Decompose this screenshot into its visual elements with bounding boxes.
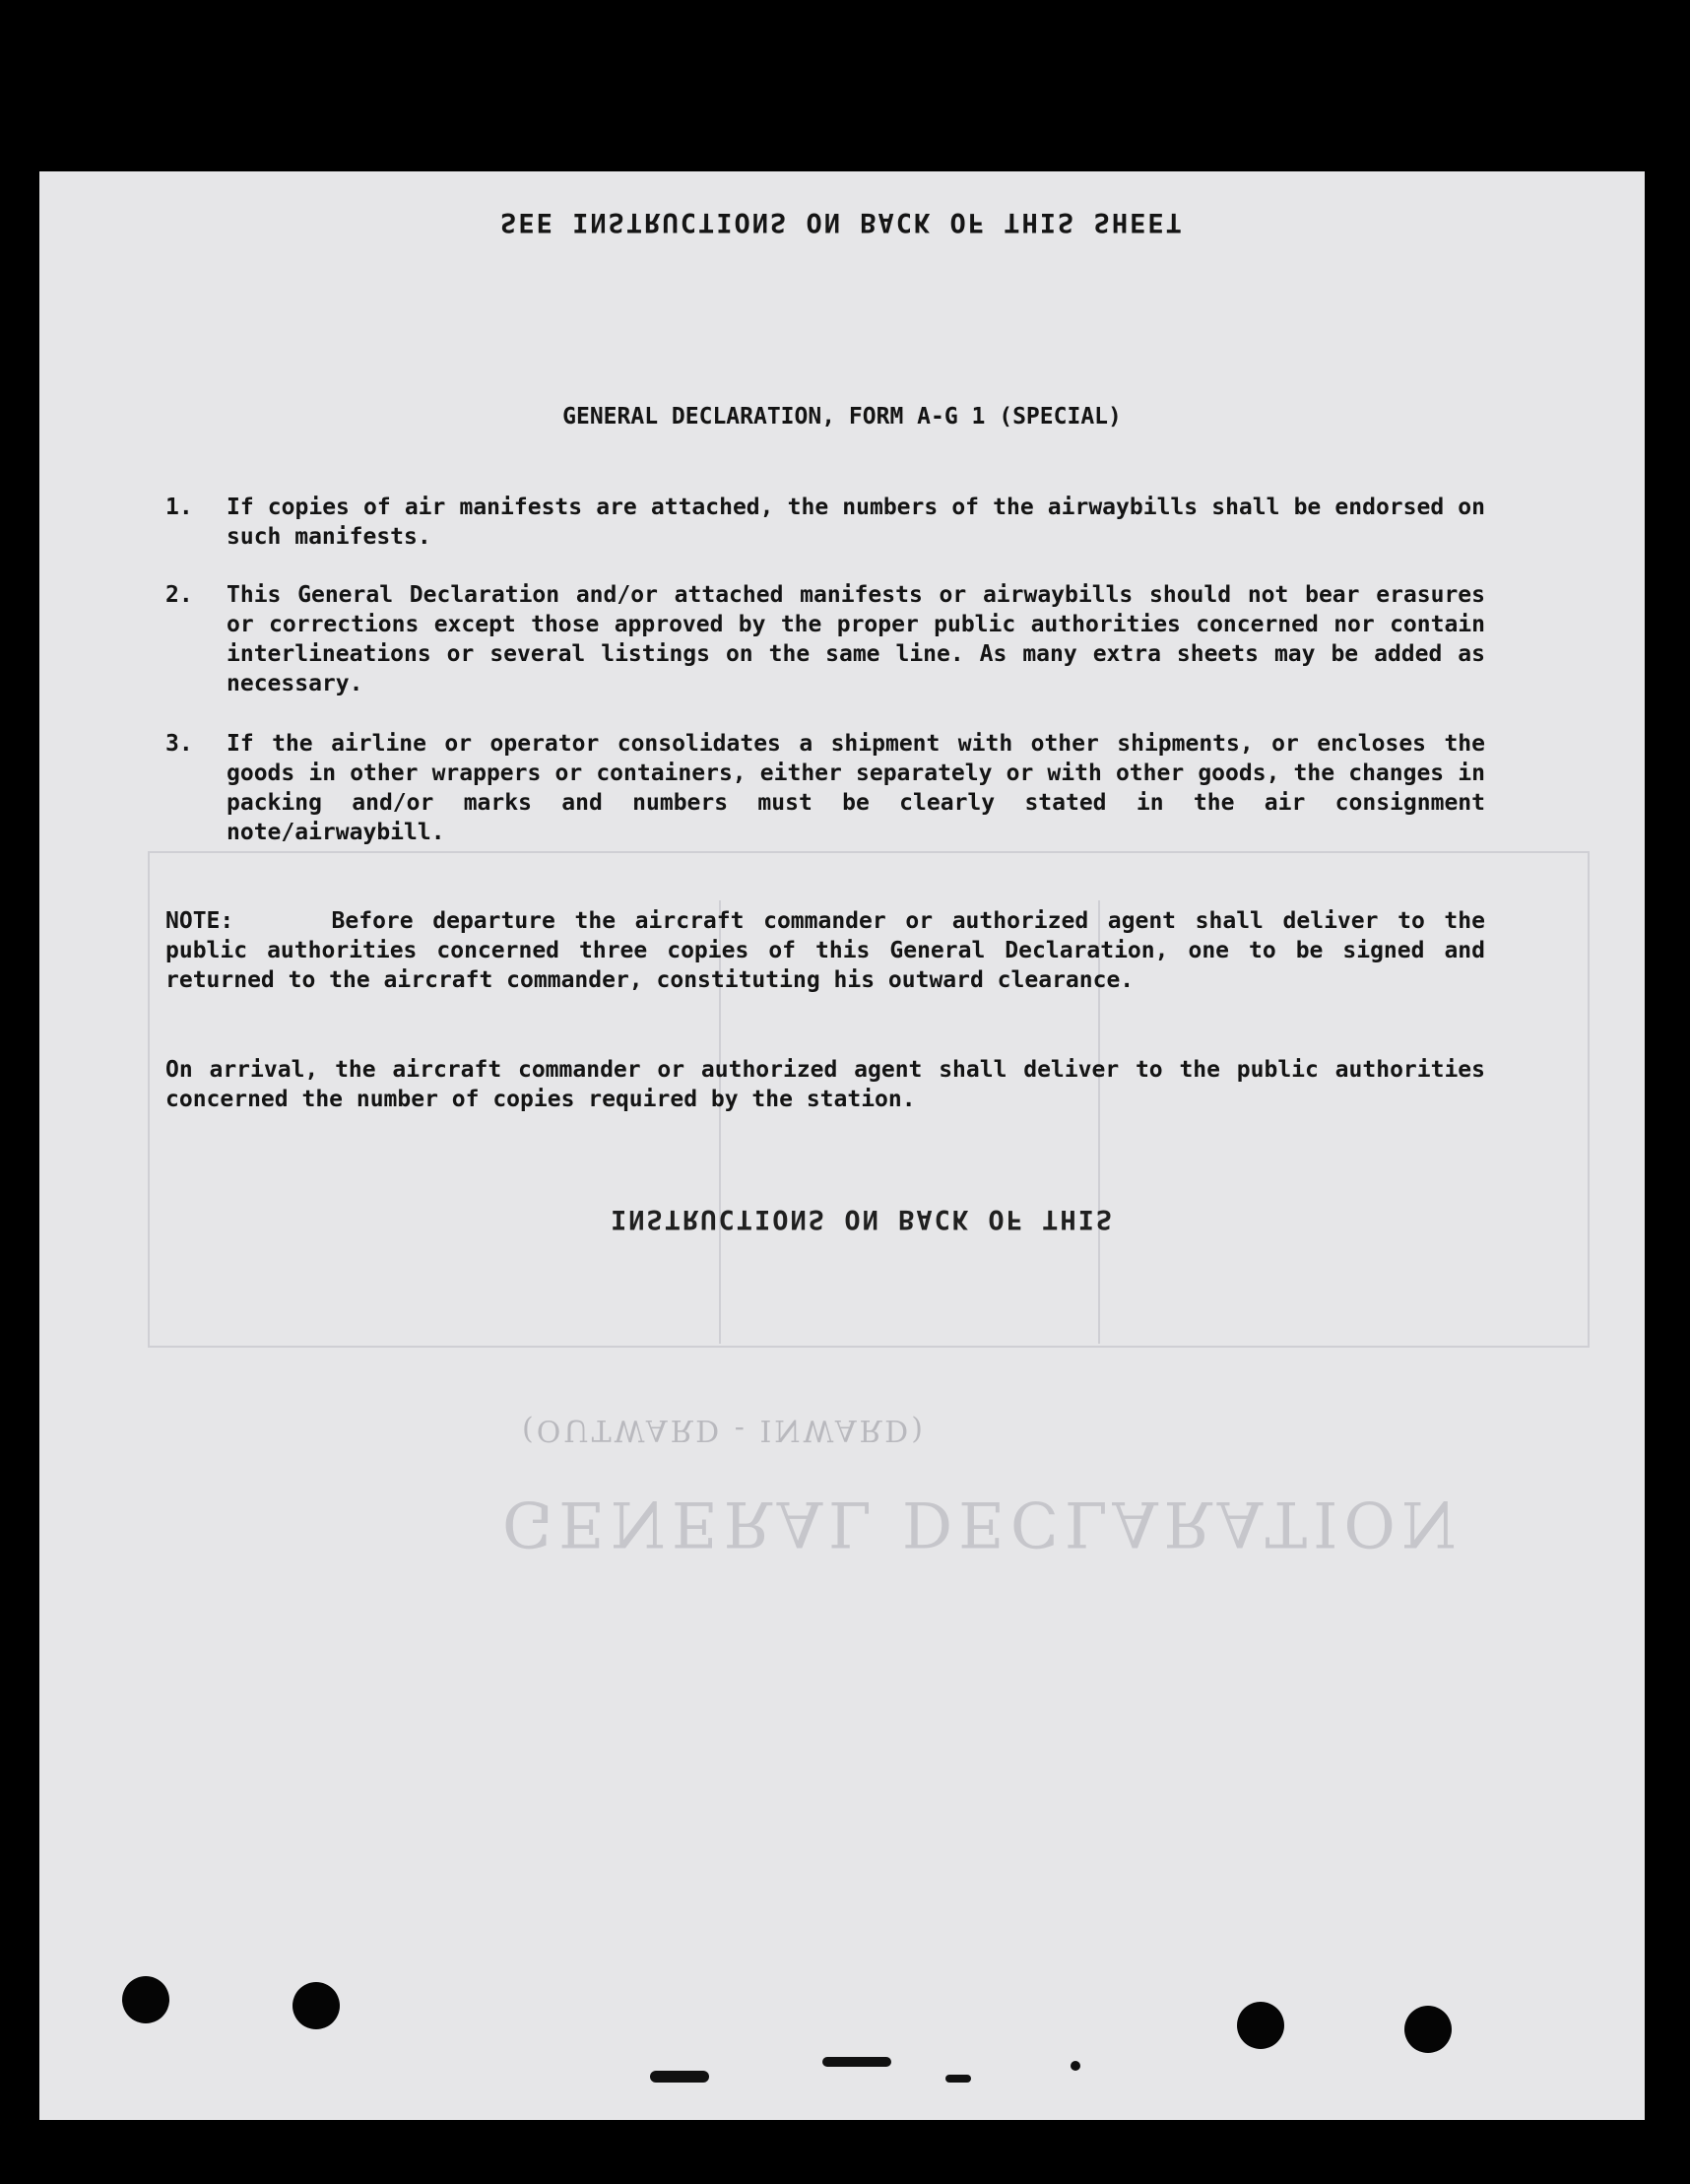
note-paragraph — [165, 906, 1485, 995]
instruction-number: 3. — [165, 731, 193, 757]
page-title: GENERAL DECLARATION, FORM A-G 1 (SPECIAL) — [562, 404, 1122, 430]
note-text: Before departure the aircraft commander or authorized agent shall deliver to the public authorities concerned three copies of this General Declaration, one to be signed and returned to the aircraft commander, constituting his outward clearance. — [165, 908, 1485, 993]
bleed-through-header: SEE INSTRUCTIONS ON BACK OF THIS SHEET — [500, 207, 1184, 237]
document-page — [39, 171, 1645, 2120]
punch-hole — [292, 1982, 340, 2029]
show-through-heading: GENERAL DECLARATION — [502, 1487, 1462, 1559]
scan-smudge — [1071, 2061, 1080, 2071]
punch-hole — [1404, 2006, 1452, 2053]
instruction-number: 2. — [165, 582, 193, 608]
instruction-item — [165, 493, 1485, 552]
show-through-subheading: (OUTWARD - INWARD) — [522, 1413, 926, 1447]
scan-smudge — [822, 2057, 891, 2067]
scan-smudge — [945, 2075, 971, 2083]
instruction-number: 1. — [165, 495, 193, 520]
instruction-item — [165, 729, 1485, 847]
instruction-text: This General Declaration and/or attached manifests or airwaybills should not bear erasures or corrections except those approved by the proper public authorities concerned nor contain interlineations or several listings on the same line. As many extra sheets may be added as necessary. — [227, 582, 1485, 696]
scan-smudge — [650, 2071, 709, 2083]
punch-hole — [122, 1976, 169, 2023]
punch-hole — [1237, 2002, 1284, 2049]
instruction-item — [165, 580, 1485, 698]
note-label: NOTE: — [165, 908, 234, 934]
instruction-text: If copies of air manifests are attached, the numbers of the airwaybills shall be endorsed on such manifests. — [227, 495, 1485, 550]
instruction-text: If the airline or operator consolidates a shipment with other shipments, or encloses the goods in other wrappers or containers, either separately or with other goods, the changes in packing and/or marks and numbers must be clearly stated in the air consignment note/airwaybill. — [227, 731, 1485, 845]
bleed-through-lower: INSTRUCTIONS ON BACK OF THIS — [611, 1204, 1115, 1234]
arrival-paragraph: On arrival, the aircraft commander or authorized agent shall deliver to the public authorities concerned the number of copies required by the station. — [165, 1057, 1485, 1112]
